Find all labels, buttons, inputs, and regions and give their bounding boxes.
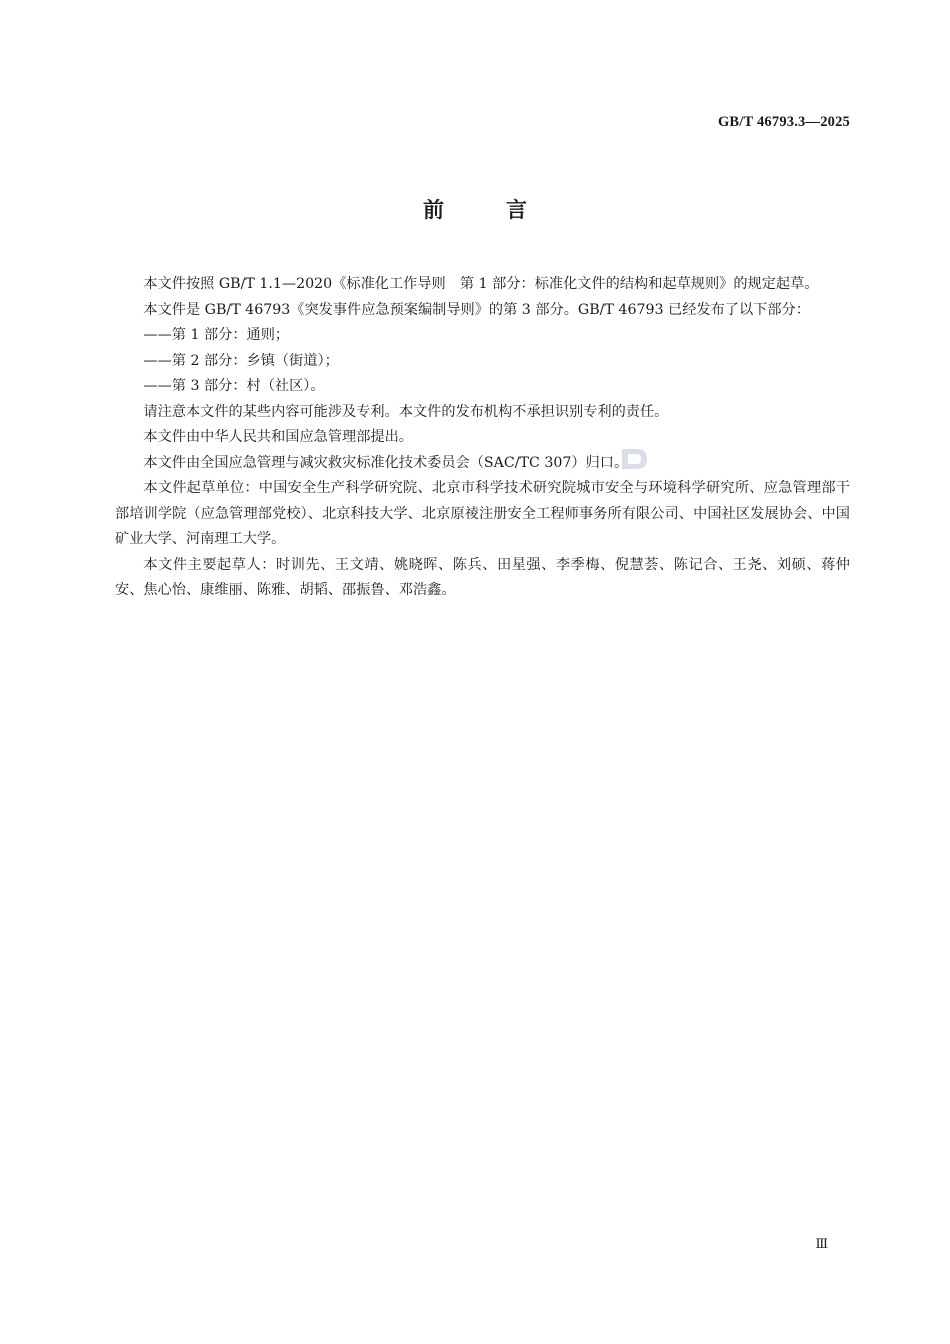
list-item-part-1: ——第 1 部分：通则；: [143, 327, 290, 343]
paragraph-drafting-rules: 本文件按照 GB/T 1.1—2020《标准化工作导则 第 1 部分：标准化文件的结构和起草规则》的规定起草。: [143, 276, 819, 292]
paragraph-series-info: 本文件是 GB/T 46793《突发事件应急预案编制导则》的第 3 部分。GB/T 46793 已经发布了以下部分：: [143, 301, 810, 318]
paragraph-technical-committee: 本文件由全国应急管理与减灾救灾标准化技术委员会（SAC/TC 307）归口。: [143, 454, 629, 471]
paragraph-drafters: 本文件主要起草人：时训先、王文靖、姚晓晖、陈兵、田星强、李季梅、倪慧荟、陈记合、王尧、刘硕、蒋仲安、焦心怡、康维丽、陈雅、胡韬、邵振鲁、邓浩鑫。: [115, 556, 850, 598]
paragraph-patent-notice: 请注意本文件的某些内容可能涉及专利。本文件的发布机构不承担识别专利的责任。: [143, 403, 669, 420]
document-body: [115, 272, 850, 604]
watermark-logo-icon: [618, 446, 650, 472]
paragraph-drafting-units: 本文件起草单位：中国安全生产科学研究院、北京市科学技术研究院城市安全与环境科学研究所、应急管理部干部培训学院（应急管理部党校）、北京科技大学、北京原祾注册安全工程师事务所有限公司、中国社区发展协会、中国矿业大学、河南理工大学。: [115, 480, 850, 547]
list-item-part-3: ——第 3 部分：村（社区）。: [143, 378, 325, 394]
paragraph-proposer: 本文件由中华人民共和国应急管理部提出。: [143, 429, 413, 445]
standard-code: GB/T 46793.3—2025: [717, 114, 850, 130]
page-title: 前言: [423, 198, 589, 222]
list-item-part-2: ——第 2 部分：乡镇（街道）；: [143, 352, 339, 369]
page-number: Ⅲ: [815, 1236, 828, 1251]
